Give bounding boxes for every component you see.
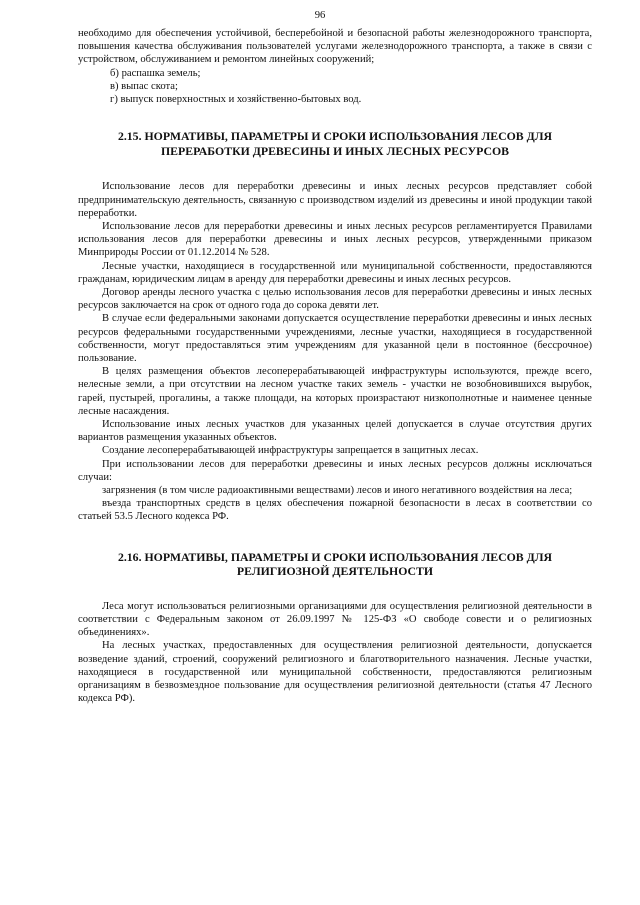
paragraph: На лесных участках, предоставленных для осуществления религиозной деятельности, допускается возведение зданий, строений, сооружений религиозного и благотворительного назначения. Лесные участки, находящиеся в государственной или муниципальной собственности, предоставляются религиозным организациям в безвозмездное пользование для осуществления религиозной деятельности (статья 47 Лесного кодекса РФ). <box>78 640 592 705</box>
paragraph: Использование иных лесных участков для указанных целей допускается в случае отсутствия других вариантов размещения указанных объектов. <box>78 419 592 444</box>
paragraph: В целях размещения объектов лесоперерабатывающей инфраструктуры используются, прежде всего, нелесные земли, а при отсутствии на лесном участке таких земель - участки не возобновившихся вырубок, гарей, пустырей, прогалины, а также площади, на которых произрастают низкополнотные и наименее ценные лесные насаждения. <box>78 366 592 417</box>
section-heading-2-16: 2.16. НОРМАТИВЫ, ПАРАМЕТРЫ И СРОКИ ИСПОЛЬЗОВАНИЯ ЛЕСОВ ДЛЯ РЕЛИГИОЗНОЙ ДЕЯТЕЛЬНОСТИ <box>117 549 553 579</box>
paragraph: При использовании лесов для переработки древесины и иных лесных ресурсов должны исключаться случаи: <box>78 458 592 483</box>
paragraph: Использование лесов для переработки древесины и иных лесных ресурсов представляет собой предпринимательскую деятельность, связанную с производством изделий из древесины и иной продукции такой переработки. <box>78 181 592 219</box>
paragraph: загрязнения (в том числе радиоактивными веществами) лесов и иного негативного воздействия на леса; <box>102 485 573 497</box>
list-item: б) распашка земель; <box>110 67 201 79</box>
section-heading-2-15: 2.15. НОРМАТИВЫ, ПАРАМЕТРЫ И СРОКИ ИСПОЛЬЗОВАНИЯ ЛЕСОВ ДЛЯ ПЕРЕРАБОТКИ ДРЕВЕСИНЫ И ИНЫХ ЛЕСНЫХ РЕСУРСОВ <box>117 129 553 158</box>
page-number: 96 <box>314 10 326 21</box>
paragraph: Создание лесоперерабатывающей инфраструктуры запрещается в защитных лесах. <box>102 445 479 457</box>
paragraph: В случае если федеральными законами допускается осуществление переработки древесины и иных лесных ресурсов федеральными государственными учреждениями, лесные участки, находящиеся в государственной собственности, могут предоставляться этим учреждениям для указанной цели в постоянное (бессрочное) пользование. <box>78 313 592 365</box>
page-content <box>78 27 592 706</box>
paragraph: Использование лесов для переработки древесины и иных лесных ресурсов регламентируется Правилами использования лесов для переработки древесины и иных лесных ресурсов, утвержденными приказом Минприроды России от 01.12.2014 № 528. <box>78 221 592 259</box>
list-item: г) выпуск поверхностных и хозяйственно-бытовых вод. <box>110 94 362 106</box>
paragraph: Леса могут использоваться религиозными организациями для осуществления религиозной деятельности в соответствии с Федеральным законом от 26.09.1997 № 125-ФЗ «О свободе совести и о религиозных объединениях». <box>78 600 592 639</box>
paragraph: Договор аренды лесного участка с целью использования лесов для переработки древесины и иных лесных ресурсов заключается на срок от одного года до сорока девяти лет. <box>78 287 592 312</box>
continuation-paragraph: необходимо для обеспечения устойчивой, бесперебойной и безопасной работы железнодорожного транспорта, повышения качества обслуживания пользователей услугами железнодорожного транспорта, а также в связи с устройством, обслуживанием и ремонтом линейных сооружений; <box>78 28 592 66</box>
paragraph: въезда транспортных средств в целях обеспечения пожарной безопасности в лесах в соответствии со статьей 53.5 Лесного кодекса РФ. <box>78 498 592 523</box>
list-item: в) выпас скота; <box>110 80 178 92</box>
paragraph: Лесные участки, находящиеся в государственной или муниципальной собственности, предоставляются гражданам, юридическим лицам в аренду для переработки древесины и иных лесных ресурсов. <box>78 260 592 285</box>
